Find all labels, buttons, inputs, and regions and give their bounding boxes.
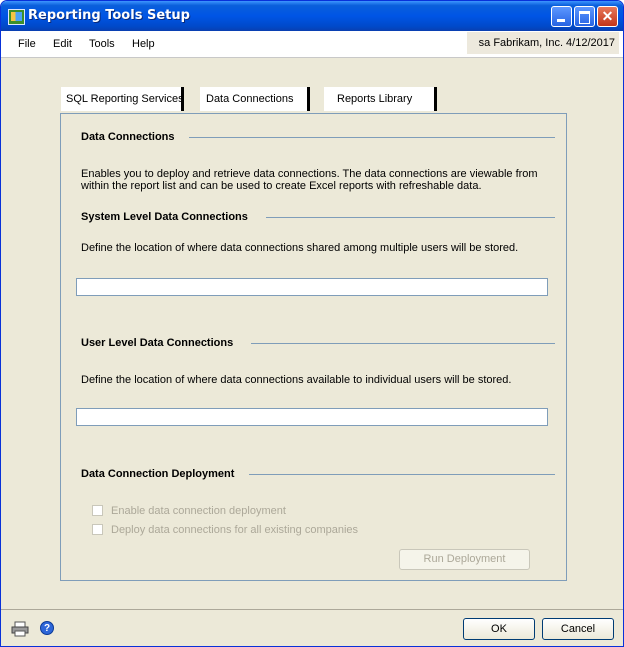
- ok-button[interactable]: OK: [463, 618, 535, 640]
- reporting-tools-icon: [8, 9, 25, 25]
- tab-sql-reporting-services[interactable]: SQL Reporting Services: [61, 87, 184, 111]
- section-divider: [266, 217, 555, 218]
- footer-divider: [1, 609, 623, 610]
- deploy-all-companies-checkbox-row[interactable]: [92, 524, 358, 537]
- user-company-date: sa Fabrikam, Inc. 4/12/2017: [467, 32, 619, 54]
- system-level-description: Define the location of where data connections shared among multiple users will be stored.: [81, 242, 519, 254]
- enable-deployment-checkbox-row[interactable]: [92, 505, 286, 518]
- menu-edit[interactable]: Edit: [53, 38, 72, 50]
- menu-tools[interactable]: Tools: [89, 38, 115, 50]
- deploy-all-companies-label: Deploy data connections for all existing companies: [111, 524, 359, 536]
- section-divider: [249, 474, 555, 475]
- system-level-heading: System Level Data Connections: [81, 211, 248, 223]
- run-deployment-button[interactable]: Run Deployment: [399, 549, 530, 570]
- close-icon: ✕: [601, 8, 614, 24]
- maximize-icon: [579, 11, 590, 24]
- user-level-description: Define the location of where data connections available to individual users will be stored.: [81, 374, 512, 386]
- enable-deployment-checkbox[interactable]: [92, 505, 103, 516]
- data-connections-panel: [60, 113, 567, 581]
- description-line: within the report list and can be used to create Excel reports with refreshable data.: [81, 180, 482, 192]
- close-button[interactable]: [597, 6, 618, 27]
- enable-deployment-label: Enable data connection deployment: [111, 505, 286, 517]
- section-divider: [251, 343, 555, 344]
- data-connections-heading: Data Connections: [81, 131, 175, 143]
- description-line: Enables you to deploy and retrieve data connections. The data connections are viewable from: [81, 168, 538, 180]
- tab-reports-library[interactable]: Reports Library: [324, 87, 437, 111]
- minimize-icon: [557, 19, 565, 22]
- title-bar[interactable]: [1, 1, 623, 31]
- cancel-button[interactable]: Cancel: [542, 618, 614, 640]
- user-level-heading: User Level Data Connections: [81, 337, 234, 349]
- menu-help[interactable]: Help: [132, 38, 155, 50]
- print-icon[interactable]: [11, 621, 29, 637]
- minimize-button[interactable]: [551, 6, 572, 27]
- maximize-button[interactable]: [574, 6, 595, 27]
- deploy-all-companies-checkbox[interactable]: [92, 524, 103, 535]
- window-title: Reporting Tools Setup: [28, 8, 190, 23]
- section-divider: [189, 137, 555, 138]
- data-connections-description: [81, 168, 538, 192]
- user-level-path-input[interactable]: [76, 408, 548, 426]
- menu-file[interactable]: File: [18, 38, 36, 50]
- help-icon[interactable]: ?: [40, 621, 54, 635]
- system-level-path-input[interactable]: [76, 278, 548, 296]
- deployment-heading: Data Connection Deployment: [81, 468, 235, 480]
- tab-data-connections[interactable]: Data Connections: [200, 87, 310, 111]
